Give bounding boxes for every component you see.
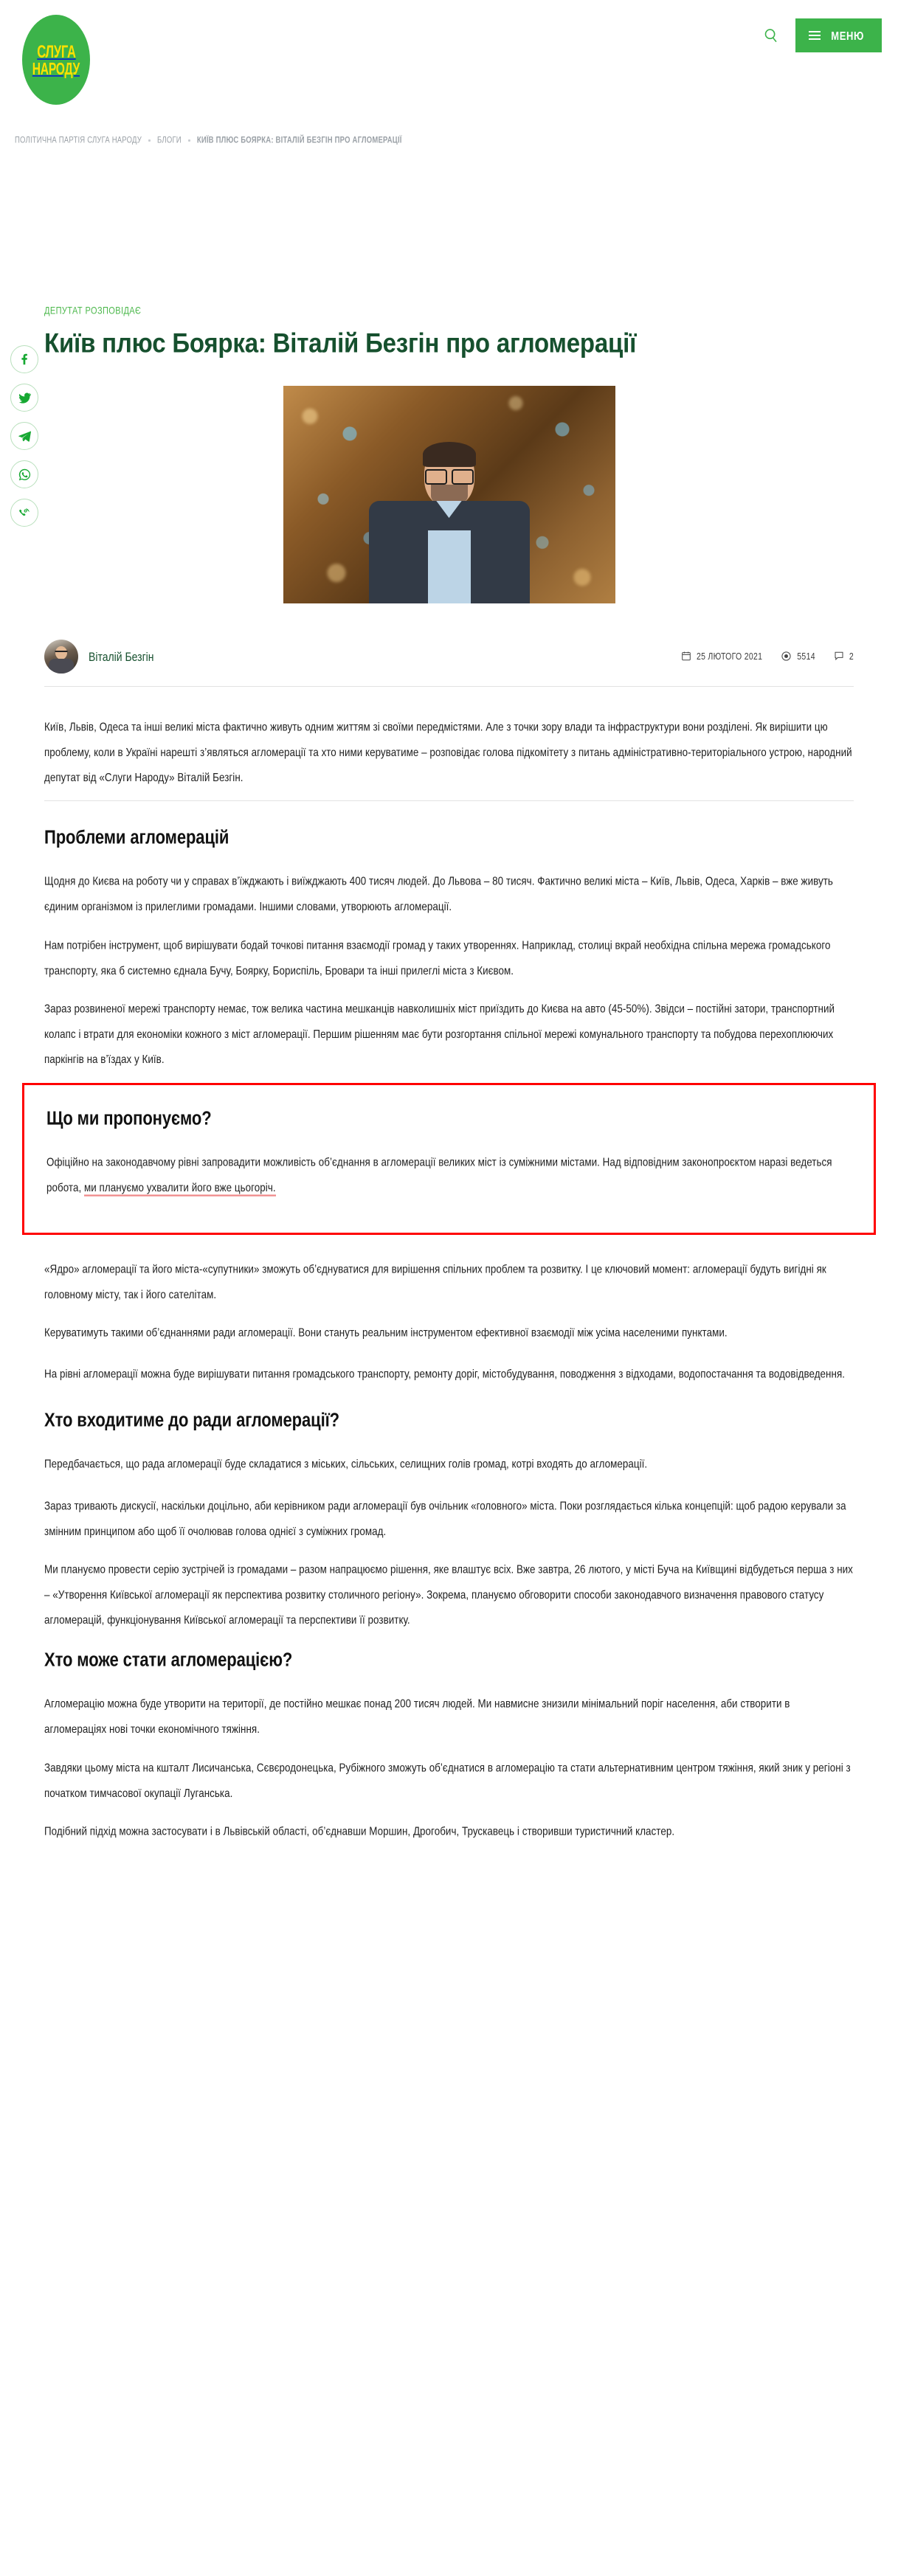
viber-share-icon[interactable]	[10, 499, 38, 527]
site-header	[0, 0, 898, 118]
publish-date-value: 25 ЛЮТОГО 2021	[696, 651, 763, 662]
section-paragraph	[46, 1150, 852, 1201]
section-heading: Хто може стати агломерацією?	[44, 1649, 293, 1671]
views-icon	[781, 651, 791, 661]
breadcrumb-separator-icon	[188, 139, 190, 142]
section-council	[44, 1409, 854, 1627]
comment-count[interactable]	[835, 651, 854, 661]
hero-portrait	[357, 445, 542, 603]
avatar	[44, 640, 78, 674]
breadcrumb-item-current: КИЇВ ПЛЮС БОЯРКА: ВІТАЛІЙ БЕЗГІН ПРО АГЛОМЕРАЦІЇ	[196, 135, 402, 146]
breadcrumb	[15, 136, 402, 145]
article-hero-image	[283, 386, 615, 603]
section-paragraph: Зараз розвиненої мережі транспорту немає, тож велика частина мешканців навколишніх міст приїздить до Києва на авто (45-50%). Звідси – постійні затори, транспортний колапс і втрати для економіки кожного з міст агломерації. Першим рішенням має бути розгортання спільної мережі комунального транспорту та побудова перехоплюючих паркінгів на в’їздах у Київ.	[44, 1003, 835, 1066]
section-paragraph: Зараз тривають дискусії, наскільки доцільно, аби керівником ради агломерації був очільник «головного» міста. Поки розглядається кілька концепцій: щоб радою керували за змінним принципом або щоб її очолював голова однієї з суміжних громад.	[44, 1499, 846, 1538]
social-share-rail	[10, 345, 38, 527]
section-paragraph: Подібний підхід можна застосувати і в Львівській області, об’єднавши Моршин, Дрогобич, Трускавець і створивши туристичний кластер.	[44, 1824, 675, 1838]
section-heading: Що ми пропонуємо?	[46, 1107, 212, 1129]
header-actions	[759, 18, 882, 52]
logo-line-2: НАРОДУ	[32, 59, 80, 78]
twitter-share-icon[interactable]	[10, 384, 38, 412]
logo-line-1: СЛУГА	[36, 41, 76, 61]
section-paragraph: Ми плануємо провести серію зустрічей із громадами – разом напрацюємо рішення, яке влаштує всіх. Вже завтра, 26 лютого, у місті Буча на Київщині відбудеться перша з них – «Утворення Київської агломерації як перспектива розвитку столичного регіону». Зокрема, плануємо обговорити способи законодавчого визначення правового статусу агломерацій, функціонування Київської агломерації та перспективи її розвитку.	[44, 1562, 853, 1627]
section-heading: Хто входитиме до ради агломерації?	[44, 1409, 340, 1431]
publish-date	[682, 651, 762, 661]
article-head	[0, 302, 898, 359]
author-name: Віталій Безгін	[89, 649, 154, 664]
view-count	[781, 651, 815, 661]
section-paragraph: «Ядро» агломерації та його міста-«супутники» зможуть об’єднуватися для вирішення спільних проблем та розвитку. І це ключовий момент: агломерації будуть вигідні як головному місту, так і його сателітам.	[44, 1262, 826, 1301]
view-count-value: 5514	[797, 651, 815, 662]
section-paragraph: Щодня до Києва на роботу чи у справах в’їжджають і виїжджають 400 тисяч людей. До Львова – 80 тисяч. Фактично великі міста – Київ, Львів, Одеса, Харків – вже живуть єдиним організмом із прилеглими громадами. Іншими словами, утворюють агломерації.	[44, 875, 833, 913]
section-proposal-highlighted	[22, 1083, 876, 1235]
breadcrumb-item-1[interactable]: БЛОГИ	[156, 135, 182, 146]
article-kicker: ДЕПУТАТ РОЗПОВІДАЄ	[44, 305, 142, 316]
comment-icon	[835, 651, 843, 661]
lead-divider	[44, 800, 854, 801]
section-paragraph: Нам потрібен інструмент, щоб вирішувати бодай точкові питання взаємодії громад у таких утвореннях. Наприклад, столиці вкрай необхідна спільна мережа громадського транспорту, яка б системно єднала Бучу, Боярку, Бориспіль, Бровари та інші прилеглі міста з Києвом.	[44, 938, 831, 977]
section-paragraph: Завдяки цьому міста на кшталт Лисичанська, Сєвєродонецька, Рубіжного зможуть об’єднатися в агломерацію та стати альтернативним центром тяжіння, який зник у регіоні з початком тимчасової окупації Луганська.	[44, 1761, 851, 1800]
menu-button-label: МЕНЮ	[831, 29, 864, 42]
article-meta-bar	[44, 637, 854, 676]
search-icon[interactable]	[759, 23, 784, 48]
hamburger-icon	[809, 31, 821, 40]
top-divider	[44, 686, 854, 687]
article-lead: Київ, Львів, Одеса та інші великі міста фактично живуть одним життям зі своїми передмістями. Але з точки зору влади та інфраструктури вони розділені. Як вирішити цю проблему, коли в Україні нарешті з’являться агломерації та хто ними керуватиме – розповідає голова підкомітету з питань адміністративно-територіального устрою, народний депутат від «Слуги Народу» Віталій Безгін.	[44, 720, 852, 784]
facebook-share-icon[interactable]	[10, 345, 38, 373]
section-paragraph: Агломерацію можна буде утворити на території, де постійно мешкає понад 200 тисяч людей. Ми навмисне знизили мінімальний поріг населення, аби створити в агломераціях нові точки економічного тяжіння.	[44, 1697, 790, 1736]
calendar-icon	[682, 651, 691, 661]
section-paragraph: На рівні агломерації можна буде вирішувати питання громадського транспорту, ремонту доріг, містобудування, поводження з відходами, водопостачання та водовідведення.	[44, 1368, 846, 1381]
section-problems	[44, 826, 854, 1066]
menu-button[interactable]	[795, 18, 882, 52]
site-logo[interactable]	[22, 15, 90, 105]
article-author[interactable]	[44, 640, 154, 674]
article-stats	[682, 651, 854, 661]
comment-count-value: 2	[849, 651, 854, 662]
breadcrumb-item-0[interactable]: ПОЛІТИЧНА ПАРТІЯ СЛУГА НАРОДУ	[15, 135, 142, 146]
section-who-can-become	[44, 1649, 854, 1841]
section-heading: Проблеми агломерацій	[44, 826, 229, 848]
page-title: Київ плюс Боярка: Віталій Безгін про агломерації	[44, 328, 637, 359]
breadcrumb-separator-icon	[148, 139, 151, 142]
proposal-text-underlined: ми плануємо ухвалити його вже цьогоріч.	[84, 1181, 276, 1197]
section-paragraph: Керуватимуть такими об’єднаннями ради агломерації. Вони стануть реальним інструментом ефективної взаємодії між усіма населеними пунктами.	[44, 1326, 728, 1340]
proposal-text-plain: Офіційно на законодавчому рівні запровадити можливість об’єднання в агломерації великих міст із суміжними містами. Над відповідним законопроєктом наразі ведеться робота,	[46, 1155, 832, 1194]
section-after-proposal	[44, 1257, 854, 1385]
section-paragraph: Передбачається, що рада агломерації буде складатися з міських, сільських, селищних голів громад, котрі входять до агломерації.	[44, 1458, 648, 1471]
article-body	[0, 686, 898, 1841]
telegram-share-icon[interactable]	[10, 422, 38, 450]
whatsapp-share-icon[interactable]	[10, 460, 38, 488]
